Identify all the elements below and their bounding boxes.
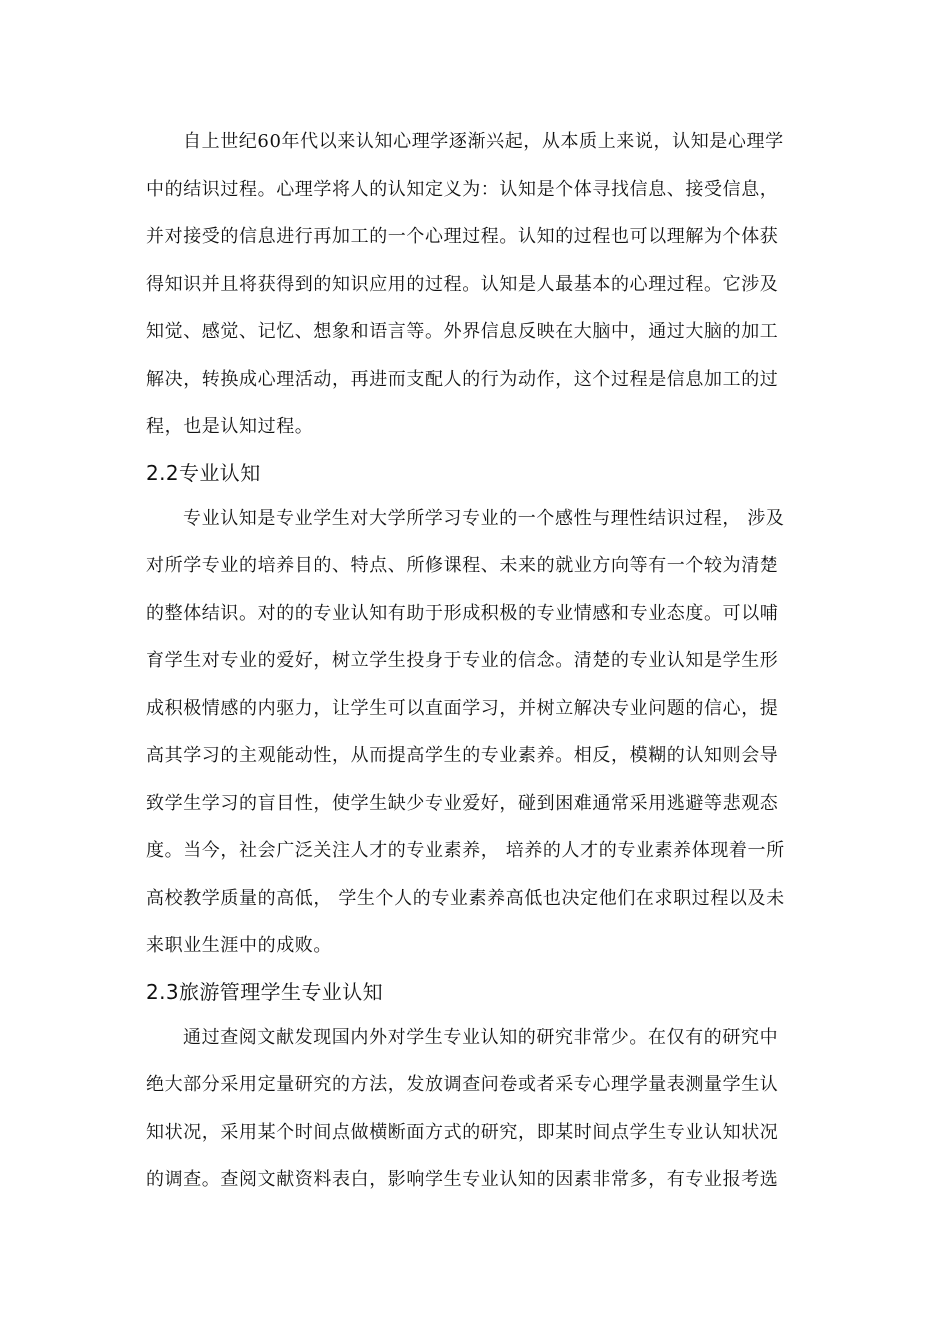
paragraph-line: 中的结识过程。心理学将人的认知定义为：认知是个体寻找信息、接受信息， (146, 178, 779, 200)
section-heading-2-2: 2.2专业认知 (146, 460, 261, 485)
paragraph-line: 育学生对专业的爱好，树立学生投身于专业的信念。清楚的专业认知是学生形 (146, 650, 779, 671)
paragraph-line: 知状况，采用某个时间点做横断面方式的研究，即某时间点学生专业认知状况 (146, 1121, 779, 1143)
paragraph-line: 致学生学习的盲目性，使学生缺少专业爱好，碰到困难通常采用逃避等悲观态 (146, 792, 779, 814)
document-page (146, 118, 808, 1204)
paragraph-line: 自上世纪60年代以来认知心理学逐渐兴起，从本质上来说，认知是心理学 (183, 131, 784, 152)
paragraph-line: 高校教学质量的高低， 学生个人的专业素养高低也决定他们在求职过程以及未 (146, 887, 785, 909)
paragraph-line: 绝大部分采用定量研究的方法，发放调查问卷或者采专心理学量表测量学生认 (146, 1074, 779, 1095)
paragraph-line: 专业认知是专业学生对大学所学习专业的一个感性与理性结识过程， 涉及 (183, 507, 785, 529)
paragraph-line: 得知识并且将获得到的知识应用的过程。认知是人最基本的心理过程。它涉及 (146, 273, 779, 295)
paragraph-line: 的调查。查阅文献资料表白，影响学生专业认知的因素非常多，有专业报考选 (146, 1169, 779, 1190)
paragraph-line: 来职业生涯中的成败。 (146, 935, 332, 956)
intro-paragraph (146, 118, 808, 451)
section-2-2-paragraph (146, 495, 808, 970)
paragraph-line: 解决，转换成心理活动，再进而支配人的行为动作，这个过程是信息加工的过 (146, 368, 779, 390)
section-heading-2-3: 2.3旅游管理学生专业认知 (146, 979, 384, 1004)
paragraph-line: 的整体结识。对的的专业认知有助于形成积极的专业情感和专业态度。可以哺 (146, 602, 779, 624)
paragraph-line: 度。当今，社会广泛关注人才的专业素养， 培养的人才的专业素养体现着一所 (146, 840, 785, 861)
section-2-3-paragraph (146, 1014, 808, 1204)
paragraph-line: 成积极情感的内驱力，让学生可以直面学习，并树立解决专业问题的信心，提 (146, 697, 779, 719)
paragraph-line: 并对接受的信息进行再加工的一个心理过程。认知的过程也可以理解为个体获 (146, 226, 779, 247)
paragraph-line: 对所学专业的培养目的、特点、所修课程、未来的就业方向等有一个较为清楚 (146, 555, 779, 576)
paragraph-line: 通过查阅文献发现国内外对学生专业认知的研究非常少。在仅有的研究中 (183, 1026, 779, 1048)
paragraph-line: 知觉、感觉、记忆、想象和语言等。外界信息反映在大脑中，通过大脑的加工 (146, 321, 779, 342)
paragraph-line: 高其学习的主观能动性，从而提高学生的专业素养。相反，模糊的认知则会导 (146, 745, 779, 766)
paragraph-line: 程，也是认知过程。 (146, 416, 314, 437)
